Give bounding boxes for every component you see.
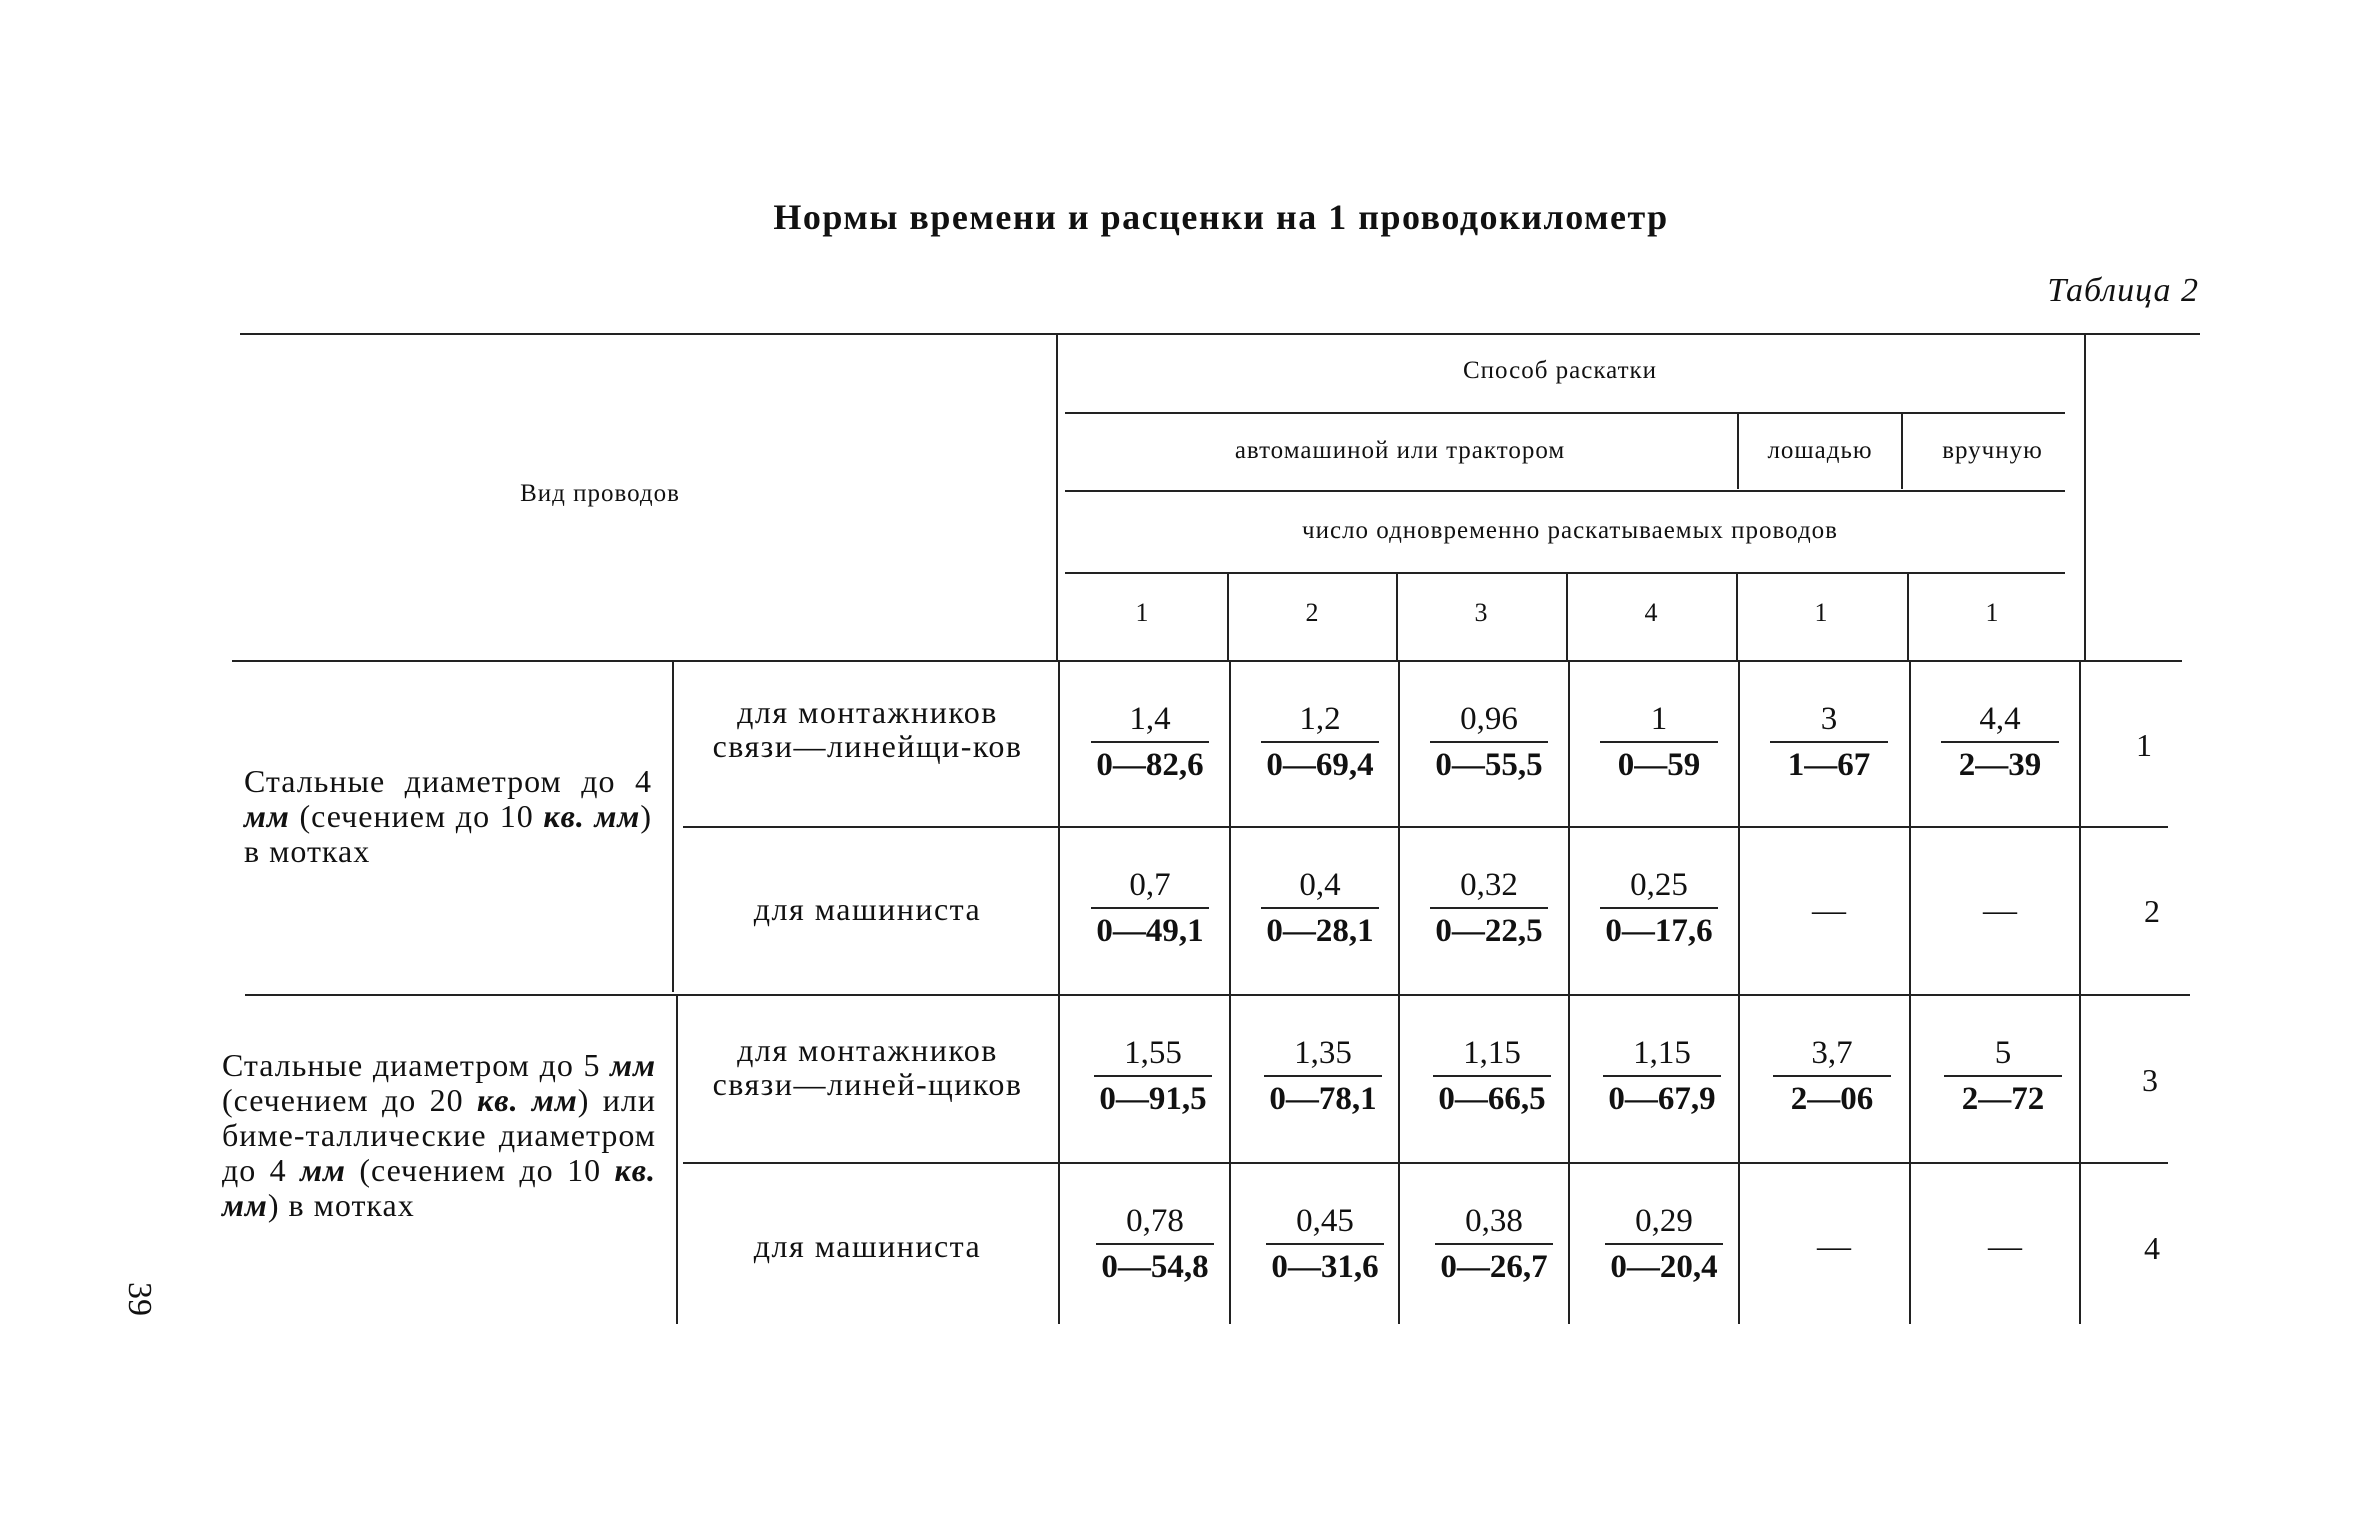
page-title: Нормы времени и расценки на 1 проводокилометр bbox=[773, 197, 1669, 237]
cell-r2-c6: — bbox=[1983, 892, 2017, 929]
cell-r4-c3: 0,38 0—26,7 bbox=[1429, 1202, 1559, 1285]
row-number-2: 2 bbox=[2144, 893, 2160, 929]
cell-r2-c3: 0,32 0—22,5 bbox=[1424, 866, 1554, 949]
row-number-3: 3 bbox=[2142, 1062, 2158, 1098]
cell-r1-c3: 0,96 0—55,5 bbox=[1424, 700, 1554, 783]
cell-r1-c6: 4,4 2—39 bbox=[1935, 700, 2065, 783]
worker-row-3: для монтажников связи—линей-щиков bbox=[712, 1032, 1023, 1102]
cell-r1-c5: 3 1—67 bbox=[1764, 700, 1894, 783]
wire-group-1: Стальные диаметром до 4 мм (сечением до 10 кв. мм) в мотках bbox=[244, 763, 652, 869]
cell-r3-c1: 1,55 0—91,5 bbox=[1088, 1034, 1218, 1117]
header-method: Способ раскатки bbox=[1462, 357, 1658, 384]
wire-group-2: Стальные диаметром до 5 мм (сечением до 20 кв. мм) или биме-таллические диаметром до 4 мм (сечением до 10 кв. мм) в мотках bbox=[222, 1047, 657, 1223]
cell-r4-c5: — bbox=[1817, 1228, 1851, 1265]
cell-r4-c2: 0,45 0—31,6 bbox=[1260, 1202, 1390, 1285]
row-number-4: 4 bbox=[2144, 1230, 2160, 1266]
cell-r2-c2: 0,4 0—28,1 bbox=[1255, 866, 1385, 949]
row-number-1: 1 bbox=[2136, 727, 2152, 763]
cell-r1-c1: 1,4 0—82,6 bbox=[1085, 700, 1215, 783]
cell-r3-c5: 3,7 2—06 bbox=[1767, 1034, 1897, 1117]
col-count-2: 2 bbox=[1305, 598, 1319, 627]
header-wire-type: Вид проводов bbox=[520, 480, 680, 507]
col-count-4: 4 bbox=[1644, 598, 1658, 627]
cell-r4-c1: 0,78 0—54,8 bbox=[1090, 1202, 1220, 1285]
col-count-1: 1 bbox=[1135, 598, 1149, 627]
table-label: Таблица 2 bbox=[2047, 272, 2199, 309]
header-wire-count: число одновременно раскатываемых проводов bbox=[1302, 517, 1838, 544]
header-by-horse: лошадью bbox=[1767, 437, 1873, 464]
worker-row-2: для машиниста bbox=[753, 891, 982, 927]
worker-row-1: для монтажников связи—линейщи-ков bbox=[712, 694, 1023, 764]
cell-r2-c4: 0,25 0—17,6 bbox=[1594, 866, 1724, 949]
col-count-3: 3 bbox=[1474, 598, 1488, 627]
page-number: 39 bbox=[121, 1282, 158, 1316]
cell-r3-c3: 1,15 0—66,5 bbox=[1427, 1034, 1557, 1117]
cell-r3-c2: 1,35 0—78,1 bbox=[1258, 1034, 1388, 1117]
cell-r4-c6: — bbox=[1988, 1228, 2022, 1265]
header-by-hand: вручную bbox=[1942, 437, 2043, 464]
header-by-vehicle: автомашиной или трактором bbox=[1234, 437, 1566, 464]
col-count-5: 1 bbox=[1814, 598, 1828, 627]
worker-row-4: для машиниста bbox=[753, 1228, 982, 1264]
cell-r2-c5: — bbox=[1812, 892, 1846, 929]
cell-r1-c4: 1 0—59 bbox=[1594, 700, 1724, 783]
cell-r2-c1: 0,7 0—49,1 bbox=[1085, 866, 1215, 949]
col-count-6: 1 bbox=[1985, 598, 1999, 627]
cell-r4-c4: 0,29 0—20,4 bbox=[1599, 1202, 1729, 1285]
cell-r1-c2: 1,2 0—69,4 bbox=[1255, 700, 1385, 783]
cell-r3-c4: 1,15 0—67,9 bbox=[1597, 1034, 1727, 1117]
cell-r3-c6: 5 2—72 bbox=[1938, 1034, 2068, 1117]
